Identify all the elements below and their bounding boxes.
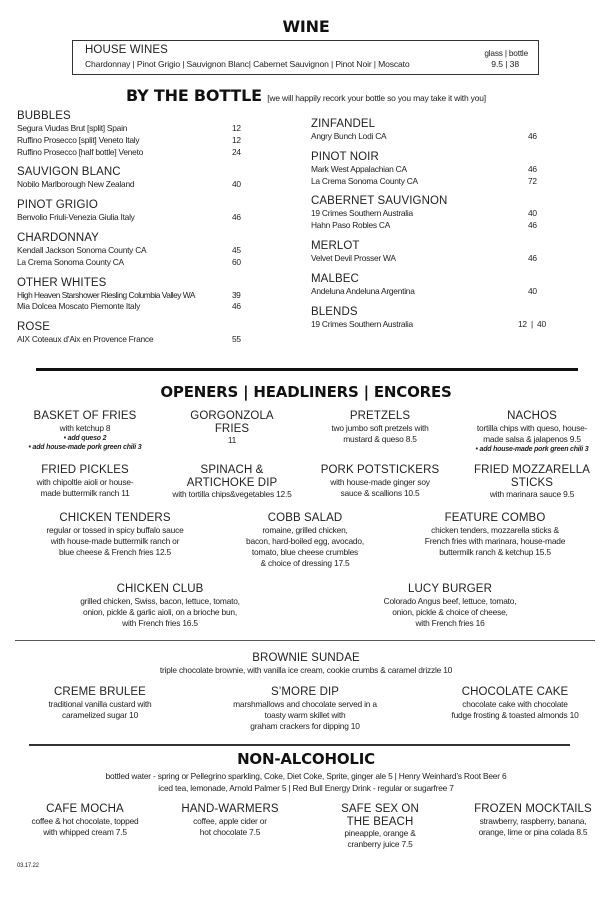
menu-item-smore-dip (195, 686, 415, 732)
item-name: CREME BRULEE (54, 686, 146, 698)
item-desc: fudge frosting & toasted almonds 10 (451, 709, 579, 720)
item-desc: with chipoltle aioli or house- (36, 476, 134, 487)
item-desc: with marinara sauce 9.5 (489, 489, 575, 499)
item-name: HAND-WARMERS (181, 803, 279, 815)
wine-group-malbec (311, 273, 541, 298)
item-name: SPINACH & (200, 464, 264, 476)
wine-group-sauvignon-blanc (17, 166, 247, 191)
item-desc: buttermilk ranch & ketchup 15.5 (439, 546, 551, 557)
menu-item-pork-potstickers (300, 464, 460, 499)
menu-item-safe-sex-on-the-beach (300, 803, 460, 850)
wine-row (17, 290, 247, 302)
item-name: PRETZELS (349, 410, 411, 422)
section-divider (29, 744, 570, 746)
wine-category: BLENDS (311, 305, 358, 318)
item-name: CHOCOLATE CAKE (461, 686, 569, 698)
house-wines-price: 9.5 | 38 (491, 59, 519, 69)
item-desc: two jumbo soft pretzels with (331, 422, 429, 433)
wine-row (311, 131, 541, 143)
item-desc: regular or tossed in spicy buffalo sauce (46, 524, 184, 535)
wine-group-pinot-grigio (17, 199, 247, 224)
item-desc: Colorado Angus beef, lettuce, tomato, (383, 595, 517, 606)
item-desc: pineapple, orange & (344, 828, 416, 838)
item-name: CAFE MOCHA (46, 803, 124, 815)
item-desc: 11 (227, 435, 237, 445)
menu-item-frozen-mocktails (448, 803, 612, 838)
wine-name: Mia Dolcea Moscato Piemonte Italy (17, 301, 141, 312)
wine-category: PINOT NOIR (311, 150, 379, 163)
wine-price: 40 (528, 285, 537, 296)
wine-row (17, 123, 247, 135)
wine-row (311, 208, 541, 220)
wine-name: Nobilo Marlborough New Zealand (17, 179, 135, 190)
item-name: FRIED MOZZARELLA (474, 464, 590, 476)
menu-item-basket-of-fries (5, 410, 165, 452)
house-wines-price-header: glass | bottle (484, 48, 528, 58)
item-desc: sauce & scallions 10.5 (340, 487, 420, 498)
menu-item-cobb-salad (195, 512, 415, 569)
wine-name: Benvolio Friuli-Venezia Giulia Italy (17, 212, 135, 223)
wine-price: 40 (528, 208, 537, 219)
wine-group-other-whites (17, 277, 247, 314)
menu-date: 03.17.22 (17, 863, 39, 869)
item-desc: with house-made ginger soy (330, 476, 430, 487)
wine-price: 24 (232, 146, 241, 157)
item-addon: • add house-made pork green chili 3 (28, 443, 142, 451)
item-name: FRIED PICKLES (41, 464, 129, 476)
item-desc: coffee, apple cider or (193, 815, 267, 826)
wine-name: Velvet Devil Prosser WA (311, 252, 396, 263)
wine-row (17, 301, 247, 313)
menu-item-chicken-tenders (5, 512, 225, 558)
item-desc: cranberry juice 7.5 (347, 839, 413, 849)
wine-row (311, 164, 541, 176)
item-desc: caramelized sugar 10 (61, 709, 139, 720)
wine-category: SAUVIGON BLANC (17, 166, 121, 179)
section-divider (36, 368, 578, 371)
wine-row (17, 179, 247, 191)
item-desc: orange, lime or pina colada 8.5 (478, 826, 588, 837)
house-wines-varietals: Chardonnay | Pinot Grigio | Sauvignon Blanc| Cabernet Sauvignon | Pinot Noir | Moscato (85, 59, 410, 69)
wine-row (311, 286, 541, 298)
wine-price: 40 (232, 179, 241, 190)
item-desc: traditional vanilla custard with (48, 698, 152, 709)
item-desc: bacon, hard-boiled egg, avocado, (246, 535, 364, 546)
item-desc: chicken tenders, mozzarella sticks & (431, 524, 559, 535)
wine-category: OTHER WHITES (17, 276, 107, 289)
wine-group-chardonnay (17, 232, 247, 269)
by-the-bottle-heading (0, 86, 612, 105)
item-desc: strawberry, raspberry, banana, (479, 815, 587, 826)
item-desc: & choice of dressing 17.5 (260, 557, 350, 568)
item-name: BASKET OF FRIES (33, 410, 137, 422)
wine-price: 12 (232, 134, 241, 145)
wine-section-title: WINE (282, 17, 330, 36)
item-name-line2: FRIES (214, 422, 250, 435)
item-desc: hot chocolate 7.5 (199, 826, 261, 837)
wine-price: 12 | 40 (518, 318, 546, 329)
house-wines-box (72, 40, 539, 75)
wine-row (311, 176, 541, 188)
wine-category: ZINFANDEL (311, 118, 376, 130)
wine-category: MERLOT (311, 239, 360, 252)
wine-price: 46 (528, 220, 537, 231)
item-desc: coffee & hot chocolate, topped (31, 815, 139, 826)
wine-name: Segura Viudas Brut [split] Spain (17, 123, 128, 133)
wine-category: CABERNET SAUVIGNON (311, 195, 448, 208)
wine-price: 46 (232, 212, 241, 223)
menu-item-fried-pickles (5, 464, 165, 499)
item-desc: chocolate cake with chocolate (462, 698, 568, 709)
section-divider (15, 640, 595, 641)
wine-name: Ruffino Prosecco [half bottle] Veneto (17, 146, 144, 157)
wine-price: 46 (528, 131, 537, 141)
item-name: CHICKEN TENDERS (59, 512, 171, 524)
wine-row (17, 257, 247, 269)
house-wines-title: HOUSE WINES (85, 44, 168, 56)
wine-price: 46 (232, 301, 241, 312)
wine-name: Kendall Jackson Sonoma County CA (17, 244, 147, 255)
item-desc: toasty warm skillet with (264, 709, 346, 720)
wine-group-merlot (311, 240, 541, 265)
wine-price: 55 (232, 334, 241, 345)
item-desc: made buttermilk ranch 11 (40, 487, 130, 498)
menu-item-gorgonzola-fries (162, 410, 302, 446)
item-desc: made salsa & jalapenos 9.5 (483, 433, 581, 444)
wine-group-pinot-noir (311, 151, 541, 188)
menu-item-spinach-artichoke-dip (152, 464, 312, 500)
by-the-bottle-title: BY THE BOTTLE (126, 86, 262, 105)
wine-category: MALBEC (311, 272, 359, 285)
wine-price: 46 (528, 252, 537, 263)
wine-group-zinfandel (311, 118, 541, 143)
wine-column-left (17, 110, 247, 354)
wine-name: La Crema Sonoma County CA (17, 256, 124, 267)
item-desc: triple chocolate brownie, with vanilla ice cream, cookie crumbs & caramel drizzle 10 (159, 664, 453, 675)
wine-group-rose (17, 321, 247, 346)
wine-name: Angry Bunch Lodi CA (311, 131, 387, 141)
wine-name: 19 Crimes Southern Australia (311, 208, 413, 219)
wine-price: 45 (232, 244, 241, 255)
menu-item-creme-brulee (10, 686, 190, 721)
item-desc: graham crackers for dipping 10 (250, 720, 360, 731)
item-desc: blue cheese & French fries 12.5 (58, 546, 172, 557)
wine-name: 19 Crimes Southern Australia (311, 318, 413, 329)
item-desc: romaine, grilled chicken, (262, 524, 348, 535)
wine-price: 60 (232, 256, 241, 267)
menu-item-brownie-sundae (0, 652, 612, 676)
menu-item-fried-mozzarella-sticks (452, 464, 612, 500)
wine-name: AIX Coteaux d’Aix en Provence France (17, 334, 154, 345)
wine-name: La Crema Sonoma County CA (311, 175, 418, 186)
wine-name: High Heaven Starshower Riesling Columbia Valley WA (17, 289, 195, 300)
menu-item-lucy-burger (330, 583, 570, 629)
item-desc: French fries with marinara, house-made (424, 535, 566, 546)
item-desc: with whipped cream 7.5 (43, 826, 127, 837)
item-name: FEATURE COMBO (444, 512, 546, 524)
wine-group-cabernet-sauvignon (311, 195, 541, 232)
wine-row (17, 212, 247, 224)
wine-price: 46 (528, 163, 537, 174)
wine-category: BUBBLES (17, 110, 71, 122)
item-name-line2: ARTICHOKE DIP (186, 476, 278, 489)
item-desc: marshmallows and chocolate served in a (233, 698, 377, 709)
item-name: GORGONZOLA (190, 410, 274, 422)
item-name: FROZEN MOCKTAILS (474, 803, 592, 815)
item-desc: with ketchup 8 (59, 422, 111, 433)
wine-price: 39 (232, 289, 241, 300)
item-desc: with house-made buttermilk ranch or (50, 535, 180, 546)
item-name: BROWNIE SUNDAE (252, 652, 360, 664)
menu-item-feature-combo (385, 512, 605, 558)
item-desc: tortilla chips with queso, house- (476, 422, 588, 433)
item-desc: with tortilla chips&vegetables 12.5 (172, 489, 292, 499)
item-desc: onion, pickle & garlic aioli, on a brioche bun, (82, 606, 237, 617)
wine-row (311, 220, 541, 232)
item-desc: tomato, blue cheese crumbles (251, 546, 359, 557)
wine-category: ROSE (17, 321, 50, 334)
wine-name: Hahn Paso Robles CA (311, 220, 391, 231)
item-name: NACHOS (507, 410, 557, 422)
item-name: S’MORE DIP (270, 686, 340, 698)
wine-row (17, 147, 247, 159)
beverage-line: bottled water - spring or Pellegrino sparkling, Coke, Diet Coke, Sprite, ginger ale 5 | Henry Weinhard’s Root Beer 6 (105, 771, 507, 781)
menu-item-chicken-club (40, 583, 280, 629)
wine-price: 12 (232, 123, 241, 133)
item-addon: • add queso 2 (63, 434, 107, 442)
wine-price: 72 (528, 175, 537, 186)
menu-item-cafe-mocha (5, 803, 165, 838)
item-name: COBB SALAD (267, 512, 343, 524)
item-desc: onion, pickle & choice of cheese, (392, 606, 508, 617)
menu-item-pretzels (300, 410, 460, 445)
item-addon: • add house-made pork green chili 3 (475, 445, 589, 453)
wine-group-bubbles (17, 110, 247, 158)
wine-name: Andeluna Andeluna Argentina (311, 285, 415, 296)
item-desc: with French fries 16.5 (122, 617, 198, 628)
wine-name: Ruffino Prosecco [split] Veneto Italy (17, 134, 140, 145)
item-name: PORK POTSTICKERS (320, 464, 440, 476)
wine-group-blends (311, 305, 546, 331)
wine-category: PINOT GRIGIO (17, 199, 98, 212)
non-alcoholic-section-title: NON-ALCOHOLIC (237, 750, 375, 768)
recork-note: [we will happily recork your bottle so you may take it with you] (267, 93, 486, 103)
wine-row (17, 245, 247, 257)
item-desc: with French fries 16 (415, 617, 485, 628)
wine-row (311, 253, 541, 265)
wine-category: CHARDONNAY (17, 231, 99, 244)
menu-item-hand-warmers (150, 803, 310, 838)
item-name: LUCY BURGER (408, 583, 492, 595)
beverage-line: iced tea, lemonade, Arnold Palmer 5 | Red Bull Energy Drink - regular or sugarfree 7 (158, 783, 454, 793)
wine-column-right (311, 118, 546, 338)
menu-item-chocolate-cake (415, 686, 612, 721)
wine-name: Mark West Appalachian CA (311, 163, 407, 174)
item-name: SAFE SEX ON (341, 803, 419, 815)
wine-row (17, 135, 247, 147)
wine-row (17, 334, 247, 346)
item-name-line2: STICKS (510, 476, 554, 489)
menu-item-nachos (452, 410, 612, 454)
food-section-title: OPENERS | HEADLINERS | ENCORES (160, 383, 452, 401)
item-desc: mustard & queso 8.5 (343, 433, 417, 444)
wine-row (311, 318, 546, 331)
item-desc: grilled chicken, Swiss, bacon, lettuce, tomato, (80, 595, 240, 606)
item-name: CHICKEN CLUB (116, 583, 204, 595)
item-name-line2: THE BEACH (346, 815, 414, 828)
